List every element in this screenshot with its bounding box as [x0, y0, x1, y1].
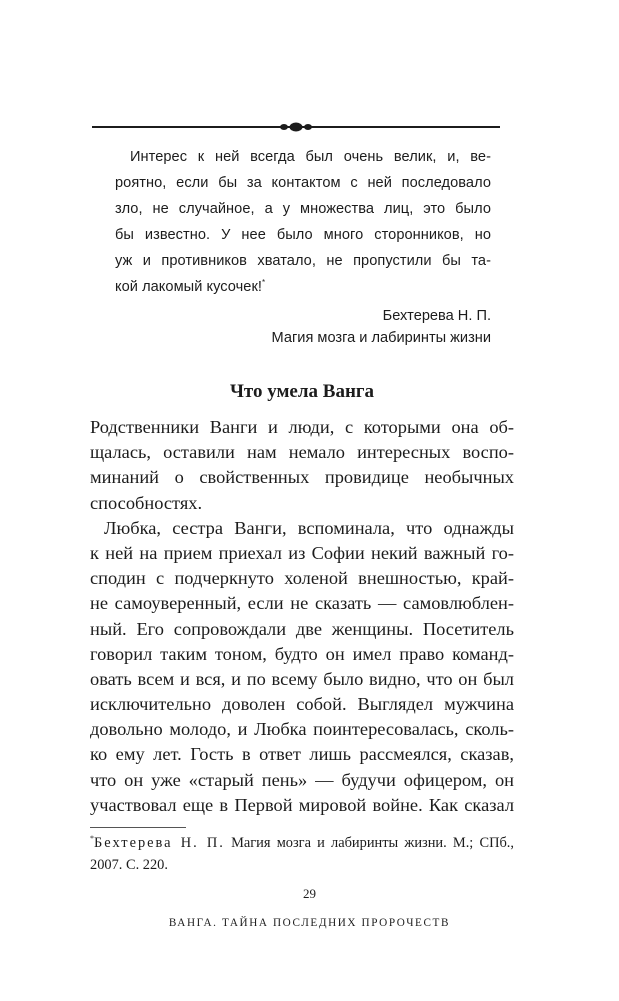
- page-number: 29: [303, 886, 316, 901]
- epigraph-quote: [115, 144, 491, 300]
- body-line: сподин с подчеркнуто холеной внешностью, край-: [90, 568, 514, 589]
- body-line: щалась, оставили нам немало интересных воспо-: [90, 442, 514, 463]
- body-line: исключительно доволен собой. Выглядел мужчина: [90, 694, 514, 715]
- quote-line-last: [115, 274, 491, 300]
- quote-line-text: кой лакомый кусочек!: [115, 279, 262, 295]
- quote-author: Бехтерева Н. П.: [382, 308, 491, 324]
- footnote-author: Бехтерева Н. П.: [94, 835, 225, 851]
- quote-line: бы известно. У нее было много сторонников, но: [115, 227, 491, 243]
- quote-source-title: Магия мозга и лабиринты жизни: [271, 330, 491, 346]
- body-text: [90, 415, 514, 818]
- ornament-divider: [92, 121, 500, 133]
- body-line: Родственники Ванги и люди, с которыми она об-: [90, 417, 514, 437]
- body-line: овать всем и вся, и по всему было видно, что он был: [90, 668, 514, 689]
- body-line: участвовал еще в Первой мировой войне. Как сказал: [90, 794, 514, 815]
- footnote: [90, 832, 514, 876]
- footnote-reference[interactable]: *: [262, 278, 266, 288]
- body-line: что он уже «старый пень» — будучи офицером, он: [90, 769, 514, 790]
- body-line: минаний о свойственных провидице необычных: [90, 467, 514, 488]
- quote-line: зло, не случайное, а у множества лиц, это было: [115, 201, 491, 217]
- body-line: ко ему лет. Гость в ответ лишь рассмеялся, сказав,: [90, 744, 514, 765]
- quote-line: уж и противников хватало, не пропустили бы та-: [115, 253, 491, 269]
- body-line: ный. Его сопровождали две женщины. Посетитель: [90, 618, 514, 639]
- body-line: довольно молодо, и Любка поинтересовалась, сколь-: [90, 719, 514, 740]
- footnote-line: [90, 832, 514, 854]
- footnote-divider: [90, 827, 186, 828]
- footnote-source: Магия мозга и лабиринты жизни. М.; СПб.,: [224, 835, 514, 851]
- body-line: не самоуверенный, если не сказать — самовлюблен-: [90, 593, 514, 614]
- footnote-mark: *: [90, 834, 94, 844]
- body-line: к ней на прием приехал из Софии некий важный го-: [90, 542, 514, 563]
- running-title: ВАНГА. ТАЙНА ПОСЛЕДНИХ ПРОРОЧЕСТВ: [168, 917, 451, 929]
- body-line: говорил таким тоном, будто он имел право команд-: [90, 643, 514, 664]
- section-heading: Что умела Ванга: [229, 381, 375, 402]
- footnote-line: 2007. С. 220.: [90, 857, 168, 873]
- body-line: способностях.: [90, 492, 203, 513]
- quote-line: роятно, если бы за контактом с ней последовало: [115, 175, 491, 191]
- body-line: Любка, сестра Ванги, вспоминала, что однажды: [104, 517, 514, 538]
- quote-line: Интерес к ней всегда был очень велик, и, ве-: [130, 149, 491, 165]
